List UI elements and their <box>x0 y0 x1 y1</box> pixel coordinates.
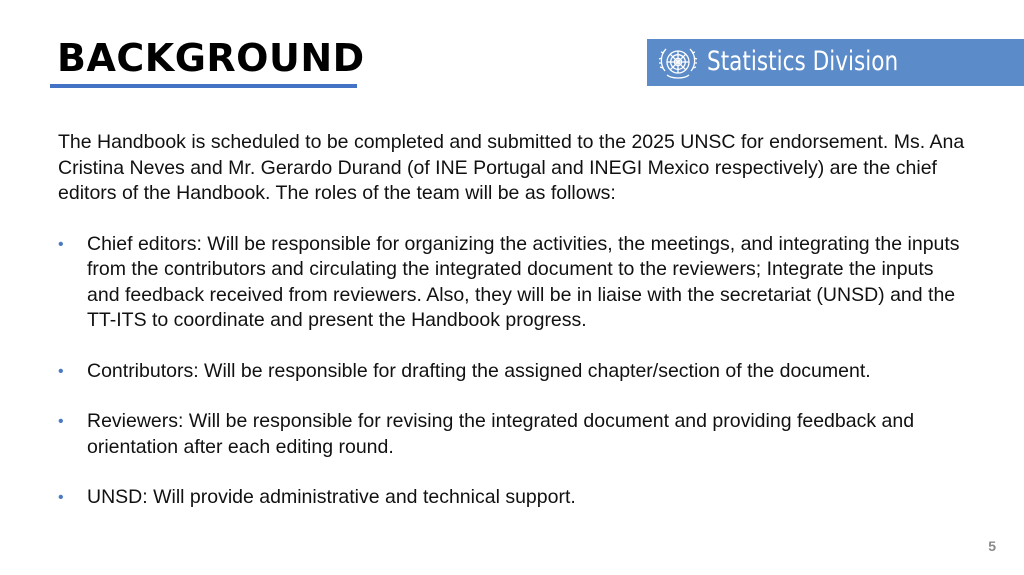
bullet-icon: • <box>58 235 64 253</box>
list-item-text: UNSD: Will provide administrative and technical support. <box>87 486 576 508</box>
list-item <box>58 409 968 460</box>
page-number: 5 <box>988 538 996 554</box>
list-item-text: Contributors: Will be responsible for drafting the assigned chapter/section of the document. <box>87 359 871 382</box>
bullet-icon: • <box>58 413 64 430</box>
slide-body <box>58 130 968 536</box>
intro-paragraph: The Handbook is scheduled to be completed and submitted to the 2025 UNSC for endorsement. Ms. Ana Cristina Neves and Mr. Gerardo Durand (of INE Portugal and INEGI Mexico respectively) are the chief editors of the Handbook. The roles of the team will be as follows: <box>58 131 965 204</box>
list-item <box>58 232 968 334</box>
title-underline <box>50 84 357 88</box>
list-item-text: Reviewers: Will be responsible for revising the integrated document and providing feedback and orientation after each editing round. <box>87 410 915 458</box>
un-emblem-icon <box>656 41 700 84</box>
statistics-division-logo <box>647 39 1024 86</box>
list-item <box>58 485 968 511</box>
logo-text: Statistics Division <box>707 46 899 77</box>
roles-list <box>58 232 968 511</box>
bullet-icon: • <box>58 489 64 506</box>
list-item-text: Chief editors: Will be responsible for organizing the activities, the meetings, and integrating the inputs from the contributors and circulating the integrated document to the reviewers; Integrate the inputs and feedback received from reviewers. Also, they will be in liaise with the secretariat (UNSD) and the TT-ITS to coordinate and present the Handbook progress. <box>87 232 960 331</box>
list-item <box>58 359 968 385</box>
slide-title: BACKGROUND <box>57 36 365 80</box>
bullet-icon: • <box>58 362 64 380</box>
